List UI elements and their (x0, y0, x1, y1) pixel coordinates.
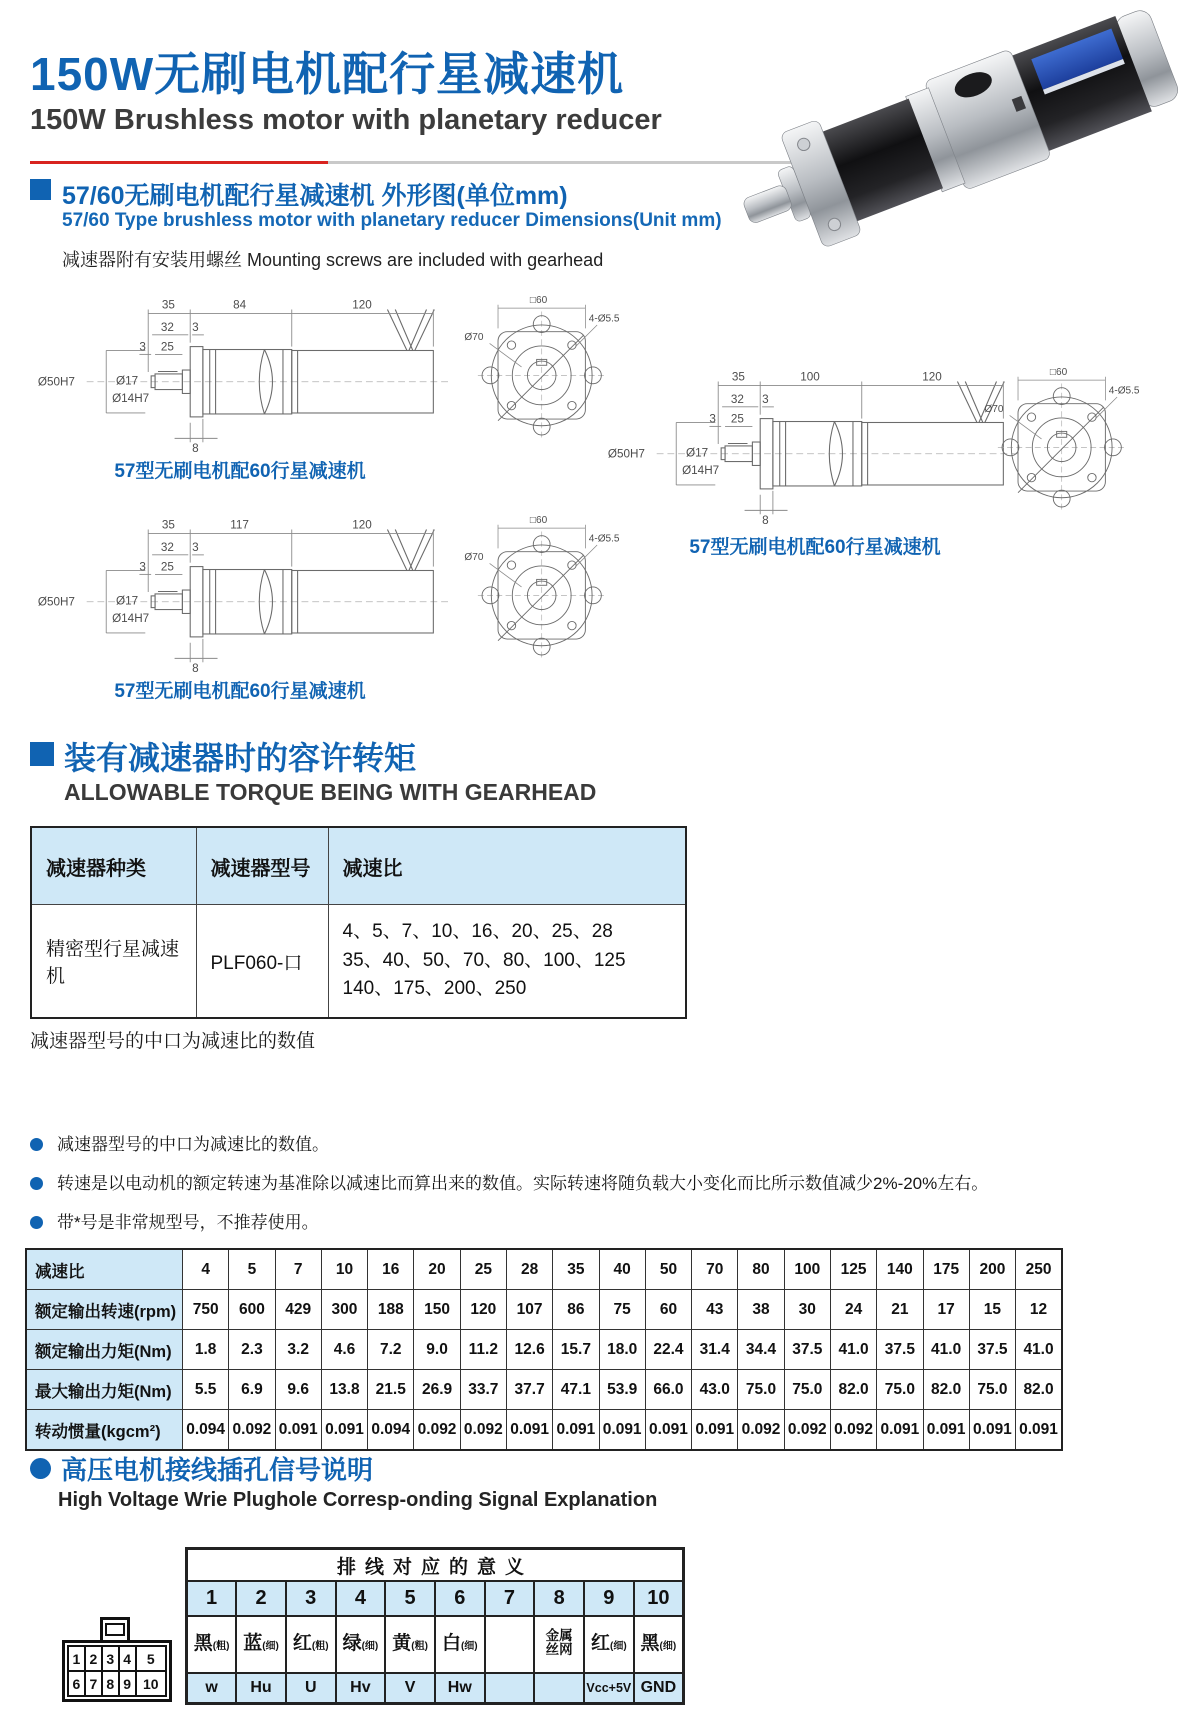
dim-label: 32 (160, 320, 174, 334)
table-cell: 75.0 (877, 1370, 923, 1410)
table-cell: 0.091 (645, 1410, 691, 1451)
table-cell (485, 1673, 535, 1704)
table-title: 排线对应的意义 (187, 1549, 684, 1582)
bullet-dot-icon (30, 1138, 43, 1151)
section-marker (30, 179, 51, 200)
dim-label: 25 (160, 560, 174, 574)
note-text: 转速是以电动机的额定转速为基准除以减速比而算出来的数值。实际转速将随负载大小变化而比所示数值减少2%-20%左右。 (57, 1174, 989, 1193)
table-cell: 5 (229, 1249, 275, 1290)
dim-label: Ø50H7 (37, 375, 75, 389)
dim-label: 35 (731, 370, 745, 384)
table-cell: 60 (645, 1290, 691, 1330)
table-cell: 70 (692, 1249, 738, 1290)
table-cell: 3.2 (275, 1330, 321, 1370)
table-cell: 125 (830, 1249, 876, 1290)
table-cell: 82.0 (830, 1370, 876, 1410)
table-cell: 13.8 (321, 1370, 367, 1410)
table-cell: 22.4 (645, 1330, 691, 1370)
bullet-dot-icon (30, 1177, 43, 1190)
table-cell: 43 (692, 1290, 738, 1330)
dim-label: 120 (352, 298, 372, 312)
table-cell: 红(粗) (286, 1616, 336, 1673)
table-cell: 4.6 (321, 1330, 367, 1370)
table-cell: 75 (599, 1290, 645, 1330)
wiring-signal-table (185, 1547, 685, 1705)
dim-label: 4-Ø5.5 (588, 533, 620, 545)
table-cell: 3 (286, 1581, 336, 1616)
ratio-line: 35、40、50、70、80、100、125 (342, 949, 626, 971)
list-item (30, 1173, 1180, 1203)
dim-label: 120 (922, 370, 942, 384)
table-row (26, 1370, 1062, 1410)
dim-label: Ø70 (464, 552, 484, 564)
table-cell: 30 (784, 1290, 830, 1330)
table-cell: 300 (321, 1290, 367, 1330)
dim-label: Ø70 (464, 332, 484, 344)
table-cell: 175 (923, 1249, 969, 1290)
table-cell: PLF060-口 (196, 905, 328, 1019)
table-cell: 12.6 (506, 1330, 552, 1370)
page-title: 150W无刷电机配行星减速机 (30, 48, 625, 100)
dim-label: □60 (1049, 367, 1068, 379)
table-cell: 3 (102, 1646, 119, 1671)
table-row (26, 1410, 1062, 1451)
table-cell: 38 (738, 1290, 784, 1330)
row-label: 额定输出力矩(Nm) (26, 1330, 183, 1370)
table-cell: 50 (645, 1249, 691, 1290)
table-cell: 41.0 (923, 1330, 969, 1370)
table-cell: 8 (102, 1671, 119, 1696)
table-cell: 35 (553, 1249, 599, 1290)
table-cell: Hv (336, 1673, 386, 1704)
wiring-heading-cn: 高压电机接线插孔信号说明 (61, 1455, 374, 1485)
table-cell: 1.8 (183, 1330, 229, 1370)
torque-heading-cn: 装有减速器时的容许转矩 (64, 740, 417, 776)
table-cell: 18.0 (599, 1330, 645, 1370)
table-cell: 37.5 (784, 1330, 830, 1370)
dim-label: 32 (160, 540, 174, 554)
dimensions-heading-cn: 57/60无刷电机配行星减速机 外形图(单位mm) (62, 182, 568, 210)
table-cell: 200 (969, 1249, 1015, 1290)
divider-accent (30, 161, 328, 164)
table-cell: 47.1 (553, 1370, 599, 1410)
model-note: 减速器型号的中口为减速比的数值 (30, 1031, 316, 1052)
bullet-dot-icon (30, 1216, 43, 1229)
signal-row (187, 1673, 684, 1704)
table-cell: 80 (738, 1249, 784, 1290)
table-cell: 100 (784, 1249, 830, 1290)
dim-label: 3 (709, 412, 716, 426)
table-cell: 15 (969, 1290, 1015, 1330)
table-cell: 20 (414, 1249, 460, 1290)
table-cell: 0.091 (275, 1410, 321, 1451)
drawing-caption: 57型无刷电机配60行星减速机 (114, 461, 366, 482)
table-cell (485, 1616, 535, 1673)
dim-label: □60 (529, 515, 548, 527)
column-header: 减速比 (328, 827, 686, 905)
table-cell: 2 (236, 1581, 286, 1616)
row-label: 减速比 (26, 1249, 183, 1290)
list-item (30, 1212, 1180, 1242)
table-cell: 15.7 (553, 1330, 599, 1370)
table-cell: 21 (877, 1290, 923, 1330)
table-title-row (187, 1549, 684, 1582)
table-cell: GND (634, 1673, 684, 1704)
table-cell: 0.092 (738, 1410, 784, 1451)
table-cell: 5 (385, 1581, 435, 1616)
table-cell: 41.0 (830, 1330, 876, 1370)
table-cell: 17 (923, 1290, 969, 1330)
table-cell: 绿(细) (336, 1616, 386, 1673)
dim-label: 3 (139, 340, 146, 354)
motor-photo-illustration (725, 5, 1195, 250)
table-cell: 24 (830, 1290, 876, 1330)
table-cell: 750 (183, 1290, 229, 1330)
table-cell: 33.7 (460, 1370, 506, 1410)
row-label: 额定输出转速(rpm) (26, 1290, 183, 1330)
dim-label: 3 (192, 540, 199, 554)
table-cell: 86 (553, 1290, 599, 1330)
dim-label: 120 (352, 518, 372, 532)
table-cell: 21.5 (368, 1370, 414, 1410)
table-cell: 43.0 (692, 1370, 738, 1410)
table-cell: 26.9 (414, 1370, 460, 1410)
dim-label: 25 (730, 412, 744, 426)
dim-label: Ø14H7 (112, 612, 150, 626)
table-cell: 0.091 (506, 1410, 552, 1451)
dim-label: 117 (230, 518, 249, 532)
drawing-caption: 57型无刷电机配60行星减速机 (689, 537, 941, 558)
table-cell: 0.092 (229, 1410, 275, 1451)
table-cell: 10 (321, 1249, 367, 1290)
dim-label: 8 (762, 514, 769, 526)
table-cell: 82.0 (1016, 1370, 1062, 1410)
table-cell: Hw (435, 1673, 485, 1704)
dim-label: 4-Ø5.5 (588, 313, 620, 325)
dim-label: 32 (730, 392, 744, 406)
table-cell: 2.3 (229, 1330, 275, 1370)
connector-pin-grid (67, 1645, 167, 1697)
list-item (30, 1134, 1180, 1164)
table-cell: 429 (275, 1290, 321, 1330)
table-cell: w (187, 1673, 237, 1704)
table-cell: 0.092 (460, 1410, 506, 1451)
table-cell: 0.091 (877, 1410, 923, 1451)
dim-label: Ø70 (984, 404, 1004, 416)
table-cell: 75.0 (784, 1370, 830, 1410)
dim-label: 3 (139, 560, 146, 574)
table-row (26, 1249, 1062, 1290)
table-cell: 34.4 (738, 1330, 784, 1370)
table-cell (328, 905, 686, 1019)
table-cell: 12 (1016, 1290, 1062, 1330)
table-cell: 16 (368, 1249, 414, 1290)
wire-color-row (187, 1616, 684, 1673)
table-cell: 白(细) (435, 1616, 485, 1673)
section-dot-marker (30, 1458, 51, 1479)
table-cell: 9 (584, 1581, 634, 1616)
note-text: 带*号是非常规型号，不推荐使用。 (57, 1213, 319, 1232)
table-cell: 4 (336, 1581, 386, 1616)
table-cell: 0.091 (321, 1410, 367, 1451)
table-cell: 0.091 (923, 1410, 969, 1451)
table-header-row (31, 827, 686, 905)
pin-number-row (187, 1581, 684, 1616)
table-cell: 红(细) (584, 1616, 634, 1673)
table-cell: 250 (1016, 1249, 1062, 1290)
connector-pin-row (68, 1646, 166, 1671)
dim-label: □60 (529, 295, 548, 307)
table-cell: 40 (599, 1249, 645, 1290)
table-cell: 107 (506, 1290, 552, 1330)
table-cell: 0.094 (183, 1410, 229, 1451)
dim-label: 35 (161, 298, 175, 312)
dim-label: Ø50H7 (607, 447, 645, 461)
page-subtitle: 150W Brushless motor with planetary reducer (30, 104, 662, 136)
dim-label: Ø17 (115, 374, 139, 388)
table-cell: 0.091 (1016, 1410, 1062, 1451)
table-cell: Hu (236, 1673, 286, 1704)
table-cell: 8 (534, 1581, 584, 1616)
table-cell: 28 (506, 1249, 552, 1290)
table-cell: 37.5 (969, 1330, 1015, 1370)
table-cell: 金属丝网 (534, 1616, 584, 1673)
dimensions-heading-en: 57/60 Type brushless motor with planetary reducer Dimensions(Unit mm) (62, 210, 722, 231)
table-cell: 140 (877, 1249, 923, 1290)
row-label: 转动惯量(kgcm²) (26, 1410, 183, 1451)
ratio-line: 140、175、200、250 (342, 978, 527, 1000)
dim-label: Ø50H7 (37, 595, 75, 609)
flange-view-drawing (960, 360, 1155, 528)
table-cell: 7 (85, 1671, 102, 1696)
side-view-drawing-84 (30, 288, 450, 454)
table-cell: 7 (275, 1249, 321, 1290)
dim-label: 84 (233, 298, 247, 312)
table-cell: 25 (460, 1249, 506, 1290)
dim-label: Ø14H7 (112, 392, 150, 406)
dim-label: Ø17 (685, 446, 709, 460)
dim-label: 3 (192, 320, 199, 334)
table-cell: 0.091 (599, 1410, 645, 1451)
dim-label: 3 (762, 392, 769, 406)
side-view-drawing-117 (30, 508, 450, 674)
table-cell: 7 (485, 1581, 535, 1616)
table-row (31, 905, 686, 1019)
table-cell: 精密型行星减速机 (31, 905, 196, 1019)
header-divider (30, 161, 836, 164)
table-cell: 6.9 (229, 1370, 275, 1410)
table-cell: 0.091 (969, 1410, 1015, 1451)
table-cell: 75.0 (969, 1370, 1015, 1410)
dim-label: 4-Ø5.5 (1108, 385, 1140, 397)
table-cell: 0.092 (784, 1410, 830, 1451)
torque-heading-en: ALLOWABLE TORQUE BEING WITH GEARHEAD (64, 779, 597, 805)
column-header: 减速器型号 (196, 827, 328, 905)
table-cell (534, 1673, 584, 1704)
section-marker (30, 742, 54, 766)
table-cell: 7.2 (368, 1330, 414, 1370)
table-row (26, 1330, 1062, 1370)
table-cell: 4 (119, 1646, 136, 1671)
side-view-drawing-100 (600, 360, 1020, 526)
product-photo (725, 5, 1195, 253)
table-cell: 10 (634, 1581, 684, 1616)
column-header: 减速器种类 (31, 827, 196, 905)
flange-view-drawing (440, 508, 635, 676)
table-cell: Vcc+5V (584, 1673, 634, 1704)
table-cell: V (385, 1673, 435, 1704)
dim-label: 25 (160, 340, 174, 354)
table-cell: 0.091 (692, 1410, 738, 1451)
mounting-note: 减速器附有安装用螺丝 Mounting screws are included with gearhead (62, 250, 604, 270)
wiring-heading (30, 1450, 373, 1487)
table-cell: 6 (435, 1581, 485, 1616)
table-cell: 9.6 (275, 1370, 321, 1410)
notes-list (30, 1134, 1180, 1251)
note-text: 减速器型号的中口为减速比的数值。 (57, 1135, 329, 1154)
dim-label: 8 (192, 662, 199, 674)
table-cell: 0.092 (414, 1410, 460, 1451)
dim-label: 100 (800, 370, 820, 384)
table-cell: 5.5 (183, 1370, 229, 1410)
table-cell: 蓝(细) (236, 1616, 286, 1673)
table-cell: 37.7 (506, 1370, 552, 1410)
table-cell: 0.094 (368, 1410, 414, 1451)
table-cell: 6 (68, 1671, 85, 1696)
connector-pin-row (68, 1671, 166, 1696)
table-row (26, 1290, 1062, 1330)
table-cell: 4 (183, 1249, 229, 1290)
table-cell: 1 (68, 1646, 85, 1671)
table-cell: 黑(粗) (187, 1616, 237, 1673)
table-cell: 10 (136, 1671, 166, 1696)
table-cell: 66.0 (645, 1370, 691, 1410)
table-cell: 150 (414, 1290, 460, 1330)
connector-tab-notch (105, 1623, 125, 1636)
table-cell: 9.0 (414, 1330, 460, 1370)
table-cell: 0.091 (553, 1410, 599, 1451)
table-cell: 31.4 (692, 1330, 738, 1370)
table-cell: 600 (229, 1290, 275, 1330)
table-cell: 82.0 (923, 1370, 969, 1410)
reduction-ratio-table (25, 1248, 1063, 1451)
table-cell: 2 (85, 1646, 102, 1671)
table-cell: 37.5 (877, 1330, 923, 1370)
ratio-line: 4、5、7、10、16、20、25、28 (342, 921, 613, 943)
table-cell: 75.0 (738, 1370, 784, 1410)
dim-label: 8 (192, 442, 199, 454)
gearhead-torque-table (30, 826, 687, 1019)
drawing-caption: 57型无刷电机配60行星减速机 (114, 681, 366, 702)
table-cell: 41.0 (1016, 1330, 1062, 1370)
table-cell: 黑(细) (634, 1616, 684, 1673)
row-label: 最大输出力矩(Nm) (26, 1370, 183, 1410)
table-cell: 0.092 (830, 1410, 876, 1451)
wiring-heading-en: High Voltage Wrie Plughole Corresp-onding Signal Explanation (58, 1489, 658, 1511)
table-cell: 1 (187, 1581, 237, 1616)
table-cell: 11.2 (460, 1330, 506, 1370)
connector-diagram (62, 1640, 172, 1702)
table-cell: 53.9 (599, 1370, 645, 1410)
dim-label: Ø17 (115, 594, 139, 608)
table-cell: U (286, 1673, 336, 1704)
table-cell: 5 (136, 1646, 166, 1671)
table-cell: 9 (119, 1671, 136, 1696)
dim-label: 35 (161, 518, 175, 532)
table-cell: 120 (460, 1290, 506, 1330)
table-cell: 188 (368, 1290, 414, 1330)
table-cell: 黄(粗) (385, 1616, 435, 1673)
dim-label: Ø14H7 (682, 464, 720, 478)
